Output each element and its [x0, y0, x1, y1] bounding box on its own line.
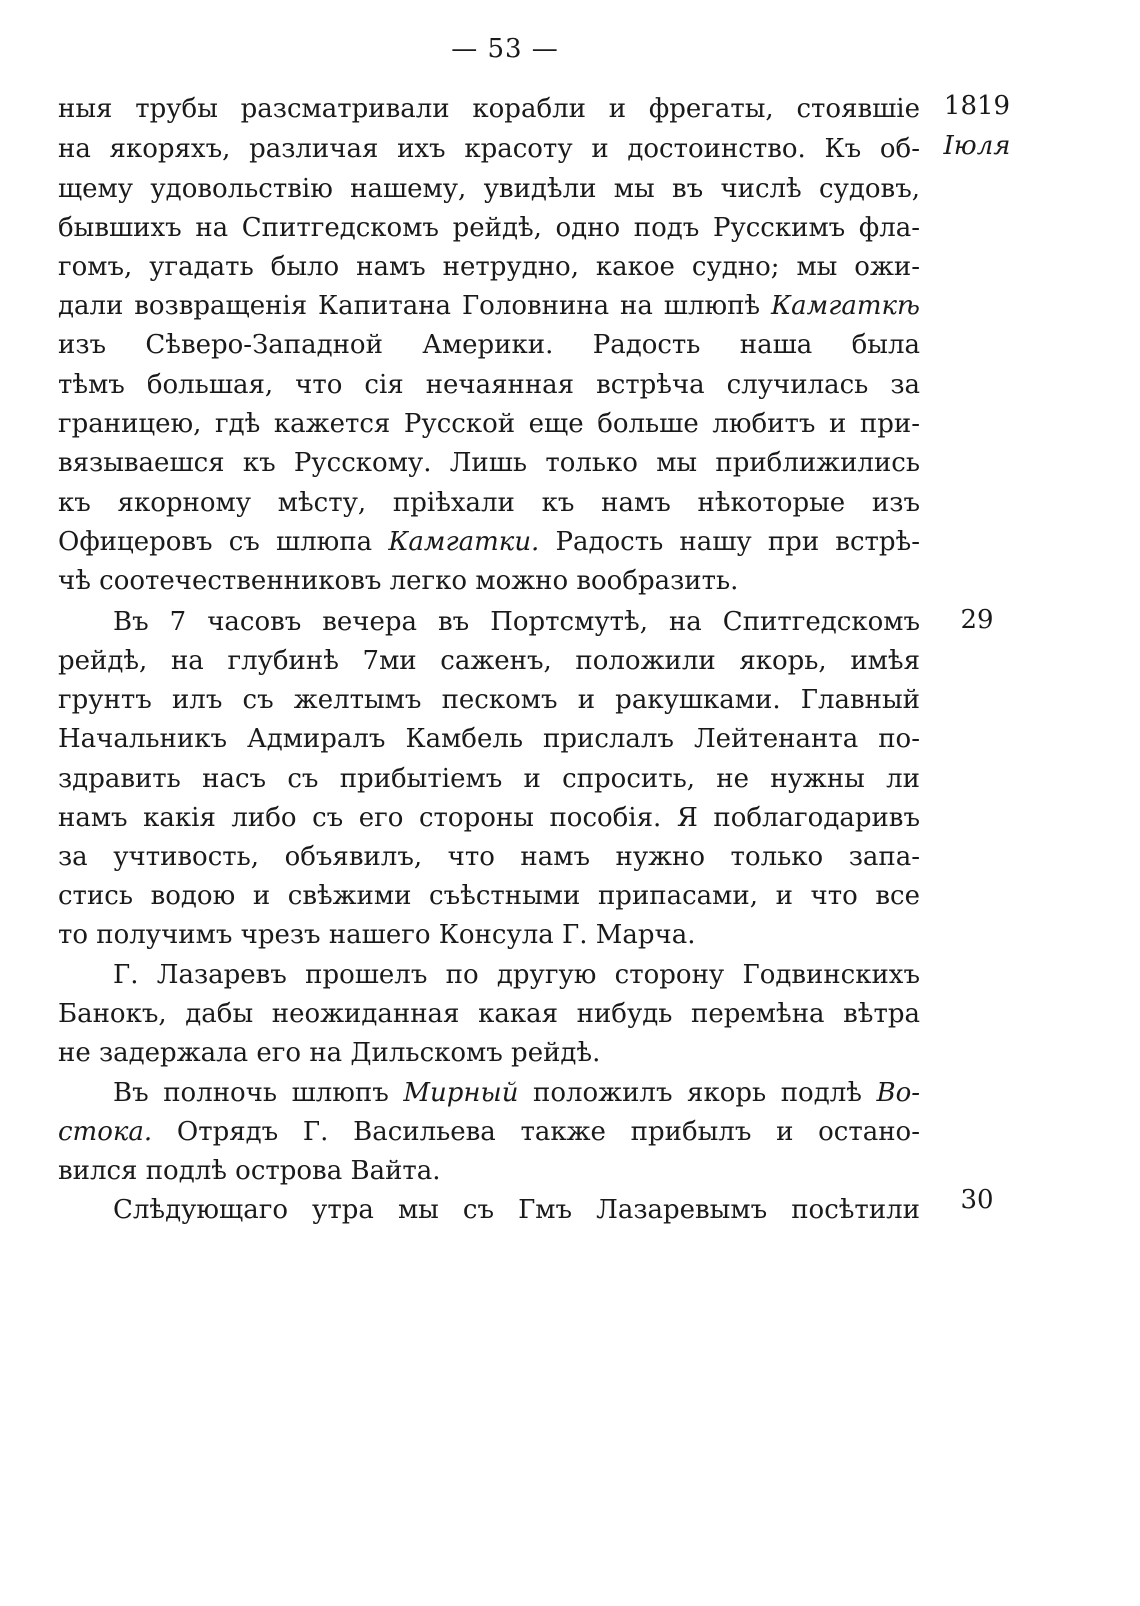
- text-segment: Въ полночь шлюпъ: [113, 1078, 389, 1108]
- text-line: на якоряхъ, различая ихъ красоту и достоинство. Къ об-: [58, 134, 920, 164]
- ship-name-mirny: Мирный: [403, 1078, 519, 1108]
- text-line: ныя трубы разсматривали корабли и фрегаты, стоявшіе: [58, 94, 920, 124]
- text-line: щему удовольствію нашему, увидѣли мы въ числѣ судовъ,: [58, 174, 920, 204]
- text-line: [58, 290, 920, 322]
- margin-year: 1819: [943, 91, 1011, 121]
- text-segment: положилъ якорь подлѣ: [533, 1078, 862, 1108]
- ship-name-kamchatka: Камгатки.: [388, 527, 540, 557]
- text-line: то получимъ чрезъ нашего Консула Г. Марча.: [58, 920, 696, 950]
- text-line: къ якорному мѣсту, пріѣхали къ намъ нѣкоторые изъ: [58, 488, 920, 518]
- margin-month: Іюля: [943, 131, 1011, 161]
- text-segment: Радость нашу при встрѣ-: [555, 527, 920, 557]
- text-line: [58, 1116, 920, 1148]
- text-line: здравить насъ съ прибытіемъ и спросить, не нужны ли: [58, 764, 920, 794]
- text-segment: Отрядъ Г. Васильева также прибылъ и остано-: [176, 1117, 920, 1147]
- ship-name-vostok: стока.: [58, 1117, 153, 1147]
- text-line: Г. Лазаревъ прошелъ по другую сторону Годвинскихъ: [113, 960, 920, 990]
- text-line: Слѣдующаго утра мы съ Гмъ Лазаревымъ посѣтили: [113, 1195, 920, 1225]
- text-segment: Офицеровъ съ шлюпа: [58, 527, 373, 557]
- text-line: грунтъ илъ съ желтымъ пескомъ и ракушками. Главный: [58, 685, 920, 715]
- ship-name-kamchatka: Камгаткѣ: [771, 291, 920, 321]
- text-line: стись водою и свѣжими съѣстными припасами, и что все: [58, 881, 920, 911]
- text-segment: дали возвращенія Капитана Головнина на шлюпѣ: [58, 291, 761, 321]
- text-line: Банокъ, дабы неожиданная какая нибудь перемѣна вѣтра: [58, 999, 920, 1029]
- text-line: намъ какія либо съ его стороны пособія. Я поблагодаривъ: [58, 803, 920, 833]
- text-line: за учтивость, объявилъ, что намъ нужно только запа-: [58, 842, 920, 872]
- text-line: Начальникъ Адмиралъ Камбель прислалъ Лейтенанта по-: [58, 724, 920, 754]
- text-line: тѣмъ большая, что сія нечаянная встрѣча случилась за: [58, 370, 920, 400]
- text-line: изъ Сѣверо-Западной Америки. Радость наша была: [58, 330, 920, 360]
- text-line: вязываешся къ Русскому. Лишь только мы приближились: [58, 448, 920, 478]
- text-line: [113, 1077, 920, 1109]
- text-line: гомъ, угадать было намъ нетрудно, какое судно; мы ожи-: [58, 252, 920, 282]
- text-line: чѣ соотечественниковъ легко можно вообразить.: [58, 566, 739, 596]
- page-number: — 53 —: [451, 34, 559, 64]
- text-line: Въ 7 часовъ вечера въ Портсмутѣ, на Спитгедскомъ: [113, 607, 920, 637]
- text-line: бывшихъ на Спитгедскомъ рейдѣ, одно подъ Русскимъ фла-: [58, 213, 920, 243]
- margin-day-29: 29: [960, 605, 994, 635]
- ship-name-vostok: Во-: [876, 1078, 921, 1108]
- text-line: не задержала его на Дильскомъ рейдѣ.: [58, 1038, 601, 1068]
- text-line: рейдѣ, на глубинѣ 7ми саженъ, положили якорь, имѣя: [58, 646, 920, 676]
- text-line: [58, 526, 920, 558]
- text-line: границею, гдѣ кажется Русской еще больше любитъ и при-: [58, 409, 920, 439]
- text-line: вился подлѣ острова Вайта.: [58, 1156, 441, 1186]
- margin-day-30: 30: [960, 1185, 994, 1215]
